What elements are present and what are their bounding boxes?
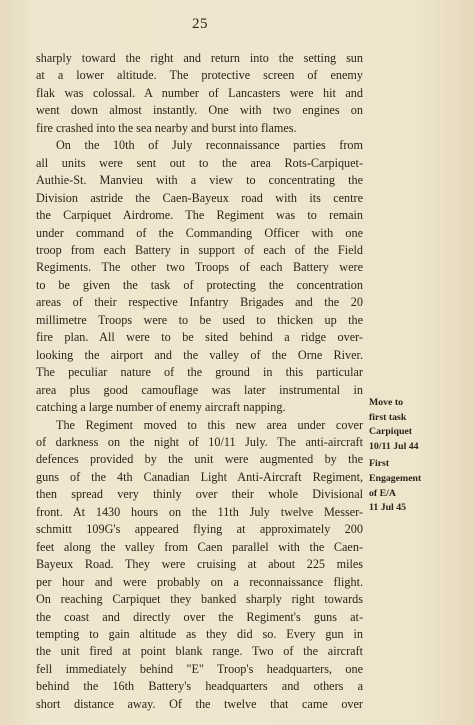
text-line: looking the airport and the valley of the Orne River. bbox=[36, 347, 363, 362]
text-line: behind the 16th Battery's headquarters and others a bbox=[36, 679, 363, 694]
margin-note-line: 11 Jul 45 bbox=[369, 502, 407, 514]
text-line: the coast and directly over the Regiment's guns at- bbox=[36, 609, 363, 624]
text-line: front. At 1430 hours on the 11th July twelve Messer- bbox=[36, 504, 363, 519]
text-line: to be given the task of protecting the concentration bbox=[36, 277, 363, 292]
text-line: fell immediately behind "E" Troop's headquarters, one bbox=[36, 661, 363, 676]
margin-note-line: Engagement bbox=[369, 472, 422, 484]
text-line: of darkness on the night of 10/11 July. The anti-aircraft bbox=[36, 434, 363, 449]
text-line: Division astride the Caen-Bayeux road with its centre bbox=[36, 190, 363, 205]
text-line: sharply toward the right and return into the setting sun bbox=[36, 51, 363, 65]
text-line: all units were sent out to the area Rots-Carpiquet- bbox=[36, 155, 363, 170]
text-line: feet along the valley from Caen parallel with the Caen- bbox=[36, 539, 363, 554]
margin-note-move-to-first-task bbox=[369, 396, 469, 454]
text-line: The peculiar nature of the ground in this particular bbox=[36, 365, 363, 380]
page-number: 25 bbox=[192, 16, 208, 32]
margin-note-first-engagement bbox=[369, 457, 469, 515]
paragraph-2 bbox=[36, 137, 363, 416]
margin-note-line: First bbox=[369, 458, 390, 470]
text-line: under command of the Commanding Officer with one bbox=[36, 225, 363, 240]
text-line: On the 10th of July reconnaissance parties from bbox=[56, 138, 363, 153]
margin-note-line: Move to bbox=[369, 397, 404, 408]
margin-notes bbox=[369, 396, 469, 516]
margin-note-line: Carpiquet bbox=[369, 426, 413, 438]
text-line: millimetre Troops were to be used to thicken up the bbox=[36, 312, 363, 327]
margin-note-line: first task bbox=[369, 411, 407, 423]
text-line: short distance away. Of the twelve that came over bbox=[36, 696, 363, 711]
body-text bbox=[36, 50, 363, 713]
text-line: The Regiment moved to this new area under cover bbox=[56, 417, 363, 432]
paragraph-1 bbox=[36, 50, 363, 137]
text-line: Bayeux Road. They were cruising at about 225 miles bbox=[36, 557, 363, 572]
text-line: area plus good camouflage was later instrumental in bbox=[36, 382, 363, 397]
text-line: the Carpiquet Airdrome. The Regiment was to remain bbox=[36, 208, 363, 223]
text-line: areas of their respective Infantry Brigades and the 20 bbox=[36, 295, 363, 310]
text-line: tempting to gain altitude as they did so. Every gun in bbox=[36, 626, 363, 641]
text-line: catching a large number of enemy aircraft napping. bbox=[36, 400, 286, 415]
text-line: the unit fired at point blank range. Two of the aircraft bbox=[36, 644, 363, 659]
text-line: Authie-St. Manvieu with a view to concentrating the bbox=[36, 173, 363, 188]
text-line: flak was colossal. A number of Lancasters were hit and bbox=[36, 85, 363, 100]
text-line: fire crashed into the sea nearby and burst into flames. bbox=[36, 120, 297, 135]
text-line: schmitt 109G's appeared flying at approximately 200 bbox=[36, 522, 363, 537]
text-line: troop from each Battery in support of each of the Field bbox=[36, 242, 363, 257]
margin-note-line: of E/A bbox=[369, 487, 396, 499]
text-line: per hour and were probably on a reconnaissance flight. bbox=[36, 574, 363, 589]
text-line: Regiments. The other two Troops of each Battery were bbox=[36, 260, 363, 275]
margin-note-line: 10/11 Jul 44 bbox=[369, 440, 419, 452]
text-line: defences provided by the unit were augmented by the bbox=[36, 452, 363, 467]
text-line: then spread very thinly over their whole Divisional bbox=[36, 487, 363, 502]
paragraph-3 bbox=[36, 417, 363, 714]
text-line: fire plan. All were to be sited behind a ridge over- bbox=[36, 330, 363, 345]
text-line: On reaching Carpiquet they banked sharply right towards bbox=[36, 592, 363, 607]
text-line: guns of the 4th Canadian Light Anti-Aircraft Regiment, bbox=[36, 469, 363, 484]
text-line: at a lower altitude. The protective screen of enemy bbox=[36, 68, 363, 83]
text-line: went down almost instantly. One with two engines on bbox=[36, 103, 363, 118]
